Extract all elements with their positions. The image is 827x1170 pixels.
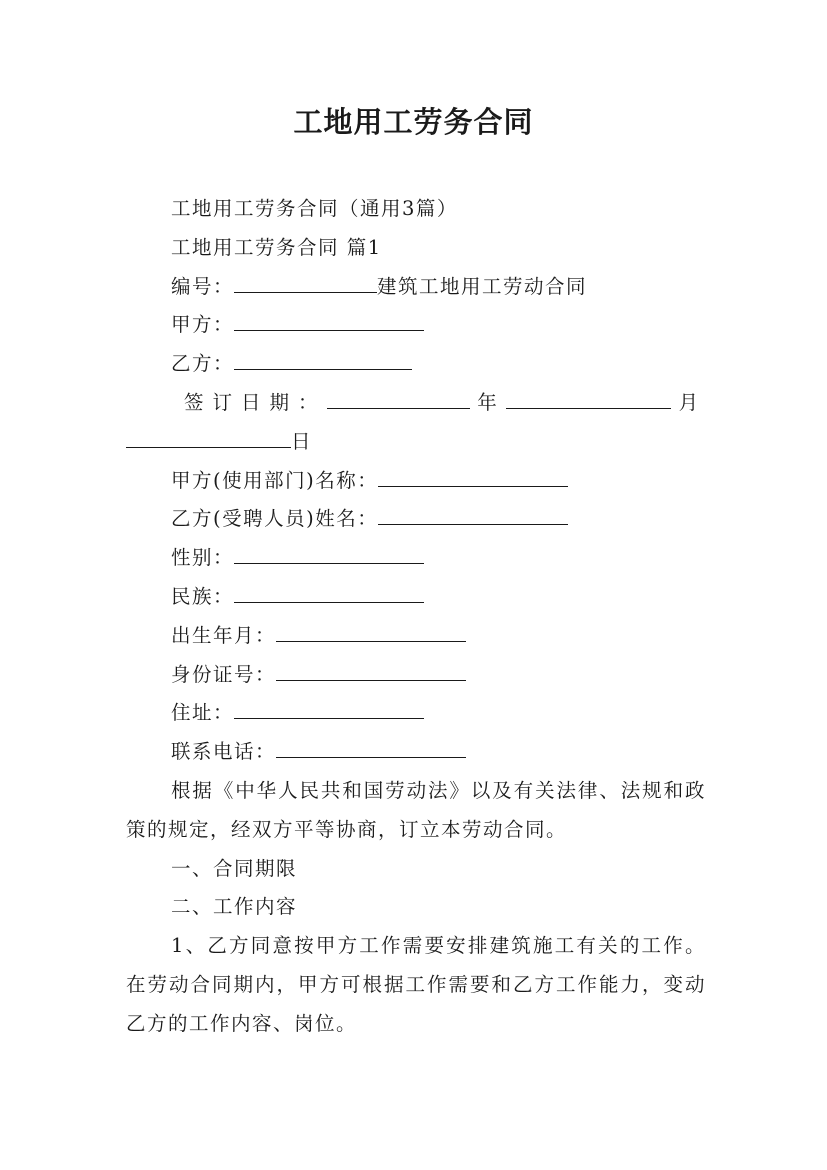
sign-date-row [126, 384, 706, 423]
gender-label: 性别： [171, 546, 235, 570]
address-row [126, 694, 706, 733]
party-b-name-row [126, 500, 706, 539]
birth-label: 出生年月： [171, 623, 277, 647]
ethnicity-row [126, 578, 706, 617]
id-number-label: 身份证号： [171, 662, 277, 686]
month-label: 月 [678, 390, 700, 414]
party-b-blank [234, 351, 412, 370]
sign-day-row [126, 423, 706, 462]
party-a-dept-row [126, 462, 706, 501]
id-number-row [126, 656, 706, 695]
party-b-name-blank [378, 506, 568, 525]
phone-row [126, 733, 706, 772]
sign-month-blank [506, 390, 671, 409]
heading-contract-term: 一、合同期限 [171, 856, 298, 880]
address-label: 住址： [171, 701, 235, 725]
party-a-blank [234, 312, 424, 331]
heading-work-content: 二、工作内容 [171, 895, 298, 919]
sign-year-blank [327, 390, 470, 409]
document-title: 工地用工劳务合同 [293, 105, 534, 139]
birth-blank [276, 623, 466, 642]
party-b-row [126, 345, 706, 384]
section-title: 工地用工劳务合同 篇1 [171, 235, 382, 259]
party-a-row [126, 306, 706, 345]
gender-row [126, 539, 706, 578]
phone-label: 联系电话： [171, 740, 277, 764]
document-body [126, 190, 706, 1044]
sign-date-label: 签订日期： [184, 390, 327, 414]
ethnicity-blank [234, 584, 424, 603]
phone-blank [276, 739, 466, 758]
contract-number-row [126, 268, 706, 307]
contract-number-label: 编号： [171, 274, 235, 298]
day-label: 日 [291, 429, 313, 453]
party-a-label: 甲方： [171, 313, 235, 337]
party-a-dept-blank [378, 468, 568, 487]
party-b-name-label: 乙方(受聘人员)姓名： [171, 507, 379, 531]
work-paragraph: 1、乙方同意按甲方工作需要安排建筑施工有关的工作。在劳动合同期内，甲方可根据工作需要和乙方工作能力，变动乙方的工作内容、岗位。 [126, 934, 706, 1035]
year-label: 年 [477, 390, 499, 414]
id-number-blank [276, 662, 466, 681]
ethnicity-label: 民族： [171, 584, 235, 608]
subtitle: 工地用工劳务合同（通用3篇） [171, 197, 458, 220]
birth-row [126, 617, 706, 656]
party-b-label: 乙方： [171, 352, 235, 376]
gender-blank [234, 545, 424, 564]
address-blank [234, 700, 424, 719]
contract-number-blank [234, 274, 377, 293]
contract-number-suffix: 建筑工地用工劳动合同 [377, 274, 588, 298]
basis-paragraph: 根据《中华人民共和国劳动法》以及有关法律、法规和政策的规定，经双方平等协商，订立本劳动合同。 [126, 778, 706, 841]
party-a-dept-label: 甲方(使用部门)名称： [171, 468, 379, 492]
sign-day-blank [126, 429, 291, 448]
